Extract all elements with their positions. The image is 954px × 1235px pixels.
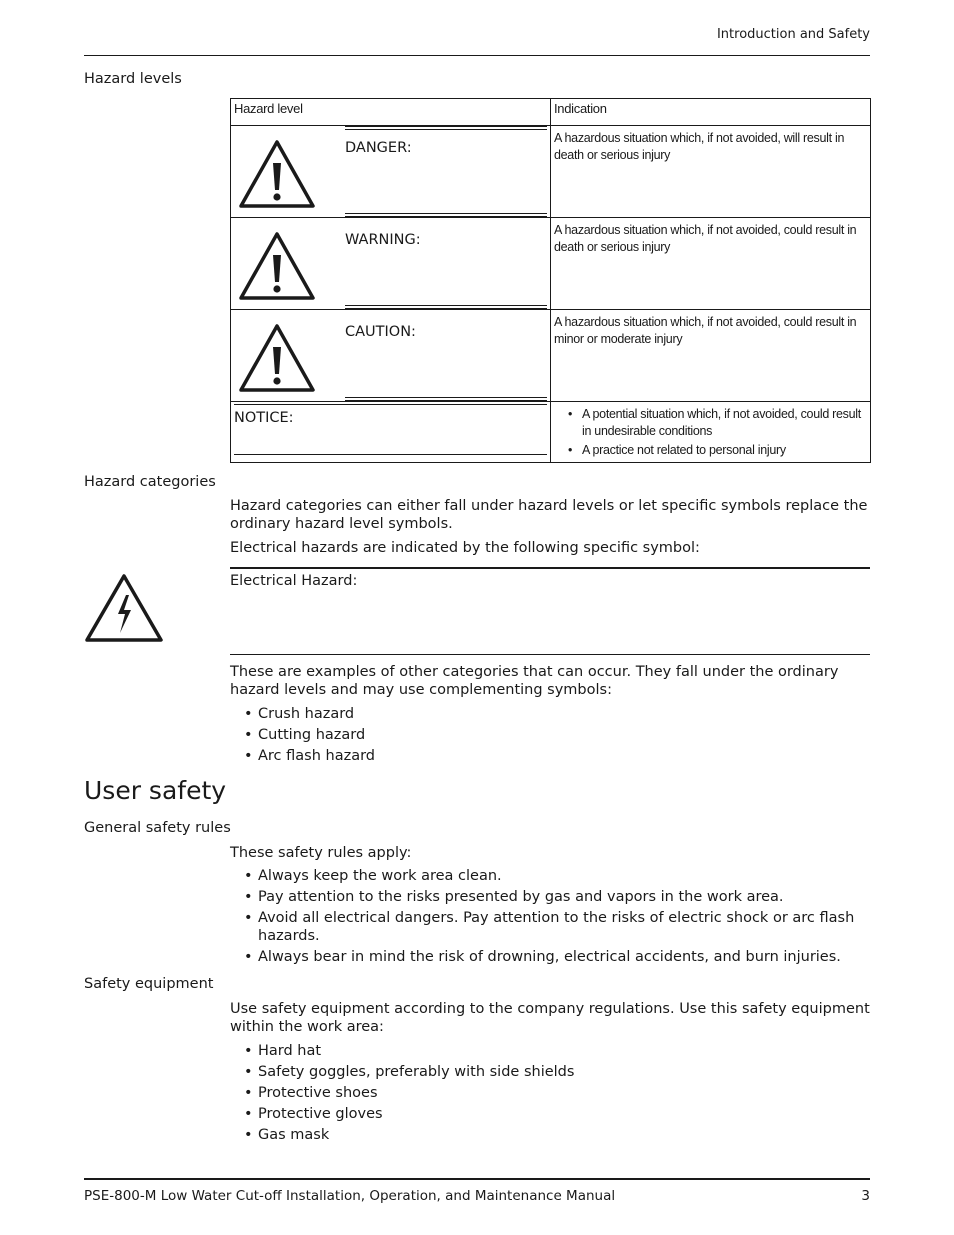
table-row	[231, 126, 871, 218]
caution-indication: A hazardous situation which, if not avoided, could result in minor or moderate injury	[551, 310, 871, 402]
safety-equipment-heading: Safety equipment	[84, 976, 214, 992]
list-item: • Cutting hazard	[244, 726, 870, 744]
list-item: • Always keep the work area clean.	[244, 867, 870, 885]
notice-list	[554, 406, 866, 459]
list-item: • Crush hazard	[244, 705, 870, 723]
hazard-levels-heading: Hazard levels	[84, 71, 182, 87]
safety-equipment-list	[244, 1042, 870, 1147]
user-safety-heading: User safety	[84, 776, 227, 805]
footer-title: PSE-800-M Low Water Cut-off Installation, Operation, and Maintenance Manual	[84, 1188, 616, 1204]
page-number: 3	[861, 1188, 870, 1204]
table-row	[231, 218, 871, 310]
header-rule	[84, 55, 870, 56]
list-item: • A potential situation which, if not avoided, could result in undesirable conditions	[568, 406, 866, 439]
table-row	[231, 310, 871, 402]
list-item: • Arc flash hazard	[244, 747, 870, 765]
danger-indication: A hazardous situation which, if not avoided, will result in death or serious injury	[551, 126, 871, 218]
general-safety-list	[244, 867, 870, 969]
hazard-categories-heading: Hazard categories	[84, 474, 216, 490]
hazard-categories-paragraph: Hazard categories can either fall under hazard levels or let specific symbols replace the ordinary hazard level symbols.	[230, 498, 868, 532]
running-header: Introduction and Safety	[716, 27, 870, 42]
safety-equipment-intro: Use safety equipment according to the company regulations. Use this safety equipment within the work area:	[230, 1001, 870, 1035]
hazard-levels-table	[230, 98, 871, 463]
electrical-hazard-label: Electrical Hazard:	[230, 573, 358, 589]
list-item: • Always bear in mind the risk of drowning, electrical accidents, and burn injuries.	[244, 948, 870, 966]
list-item: • Gas mask	[244, 1126, 870, 1144]
notice-label: NOTICE:	[234, 410, 294, 426]
categories-examples-paragraph: These are examples of other categories that can occur. They fall under the ordinary hazard levels and may use complementing symbols:	[230, 664, 839, 698]
list-item: • Protective gloves	[244, 1105, 870, 1123]
general-safety-intro: These safety rules apply:	[230, 845, 412, 861]
warning-indication: A hazardous situation which, if not avoided, could result in death or serious injury	[551, 218, 871, 310]
list-item: • Safety goggles, preferably with side shields	[244, 1063, 870, 1081]
table-row	[231, 402, 871, 463]
warning-triangle-icon	[238, 230, 316, 302]
list-item: • A practice not related to personal injury	[568, 442, 866, 459]
list-item: • Hard hat	[244, 1042, 870, 1060]
column-header-indication: Indication	[551, 99, 871, 126]
list-item: • Pay attention to the risks presented by gas and vapors in the work area.	[244, 888, 870, 906]
warning-triangle-icon	[238, 138, 316, 210]
list-item: • Avoid all electrical dangers. Pay attention to the risks of electric shock or arc flash hazards.	[244, 909, 870, 945]
general-safety-rules-heading: General safety rules	[84, 820, 231, 836]
column-header-hazard-level: Hazard level	[231, 99, 551, 126]
warning-triangle-icon	[238, 322, 316, 394]
warning-label: WARNING:	[345, 232, 421, 248]
electrical-hazard-icon	[84, 573, 164, 643]
list-item: • Protective shoes	[244, 1084, 870, 1102]
caution-label: CAUTION:	[345, 324, 416, 340]
danger-label: DANGER:	[345, 140, 412, 156]
footer-rule	[84, 1178, 870, 1180]
categories-list	[244, 705, 870, 768]
notice-indication	[551, 402, 871, 463]
electrical-intro-paragraph: Electrical hazards are indicated by the following specific symbol:	[230, 540, 700, 556]
